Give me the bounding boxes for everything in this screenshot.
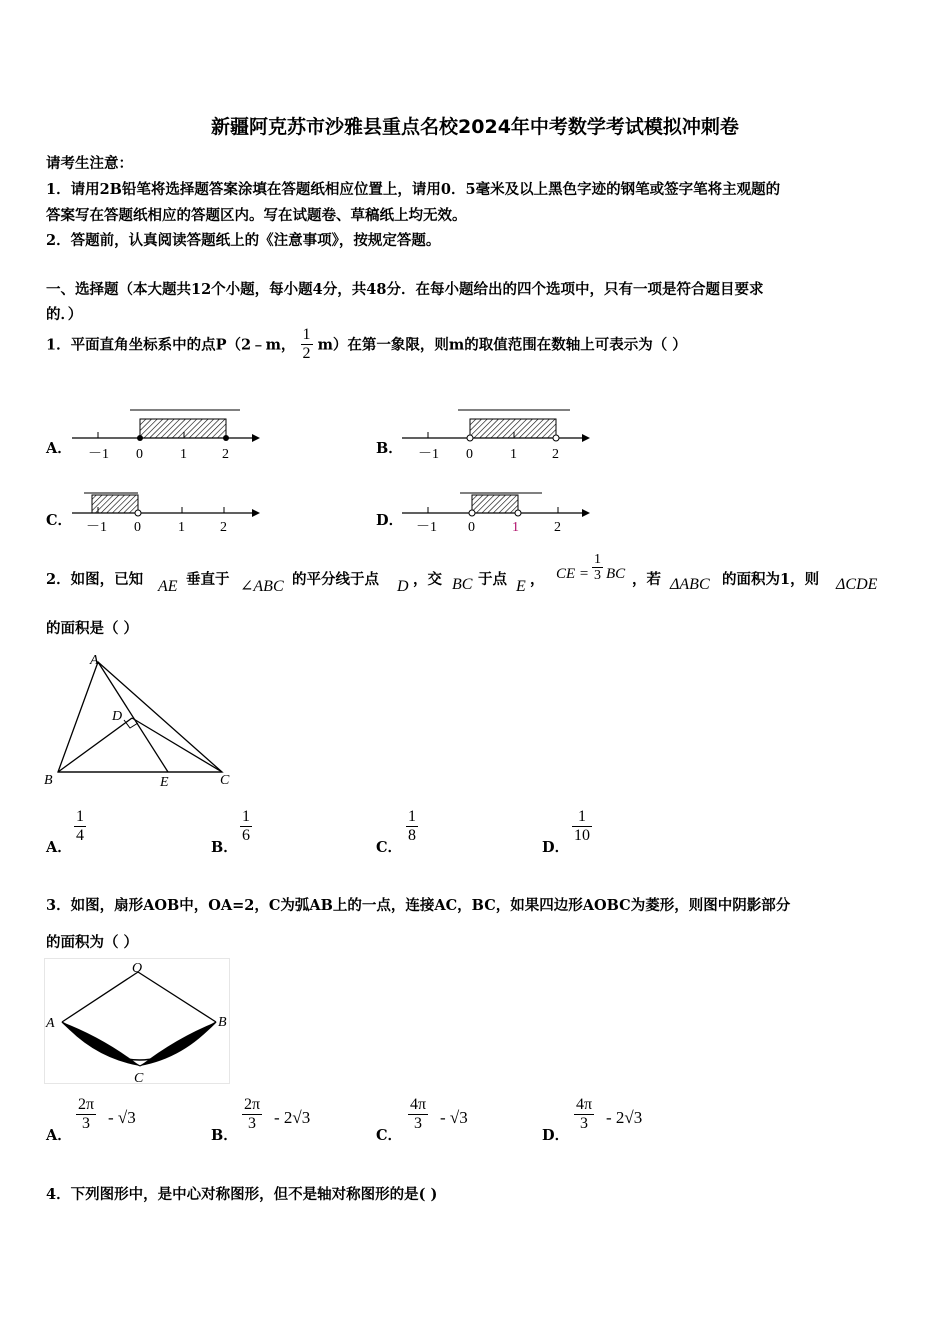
q3-line-2: 的面积为（ ） [46,934,139,951]
fraction-den: 3 [414,1114,423,1132]
q2-option-d-fraction [572,808,592,844]
fraction-num: 1 [572,808,592,827]
q2-d: D [397,578,409,595]
q3-options [46,1096,906,1146]
tick-label: 1 [178,520,185,535]
q2-option-a-fraction [74,808,86,844]
tick-label: －1 [88,447,109,462]
fraction-den: 3 [580,1114,589,1132]
hollow-dot [553,435,559,441]
hollow-dot [135,510,141,516]
segment-dc [132,718,222,772]
q2-ce-den: 3 [594,568,601,584]
label-b: B [218,1015,227,1030]
q2-t5: 于点 [478,571,507,588]
hollow-dot [515,510,521,516]
label-d: D [112,709,123,724]
hollow-dot [467,435,473,441]
segment-ae [98,662,168,772]
notice-line-1b: 答案写在答题纸相应的答题区内。写在试题卷、草稿纸上均无效。 [46,207,467,224]
fraction-num: 1 [76,808,84,825]
fraction-den: 10 [574,826,590,844]
arrow-icon [252,434,260,442]
q3-option-b-rest: - 2√3 [274,1108,311,1127]
q1-text-b: m）在第一象限，则m的取值范围在数轴上可表示为（ ） [317,336,687,354]
q3-option-b-fraction [242,1096,262,1132]
hollow-dot [469,510,475,516]
q1-option-b-numberline [402,402,592,464]
q1-option-b-label: B． [376,440,403,457]
q2-e: E [516,578,526,595]
tick-label: 0 [136,447,143,462]
fraction-num: 2π [244,1096,261,1113]
q3-option-a-label: A． [46,1127,72,1144]
q2-line-2: 的面积是（ ） [46,620,139,637]
q4-stem: 4．下列图形中，是中心对称图形，但不是轴对称图形的是( ) [46,1186,438,1203]
fraction-den: 6 [242,826,250,844]
fraction-den: 4 [76,826,84,844]
notice-line-2: 2．答题前，认真阅读答题纸上的《注意事项》，按规定答题。 [46,232,441,249]
tick-label: 2 [222,447,229,462]
label-e: E [160,775,169,790]
q1-option-d-numberline [402,485,592,537]
section-heading-line-1: 一、选择题（本大题共12个小题，每小题4分，共48分．在每小题给出的四个选项中，只有一项是符合题目要求 [46,281,764,298]
q2-option-c-fraction [406,808,418,844]
notice-heading: 请考生注意： [46,155,133,172]
q2-t7: ，若 [632,571,661,588]
radius-oa [62,972,138,1022]
label-o: O [132,961,143,976]
page-title: 新疆阿克苏市沙雅县重点名校2024年中考数学考试模拟冲刺卷 [211,116,739,138]
q2-t4: ，交 [413,571,442,588]
section-heading-line-2: 的．） [46,306,83,323]
tick-label: 2 [220,520,227,535]
q3-option-a-fraction [76,1096,96,1132]
q2-t3: 的平分线于点 [292,571,379,588]
tick-label: 0 [134,520,141,535]
arc-ab [62,1022,216,1060]
fraction-den: 3 [82,1114,91,1132]
arrow-icon [582,509,590,517]
q3-option-a-rest: - √3 [108,1108,136,1127]
fraction-num: 4π [410,1096,427,1113]
q3-option-c-label: C． [376,1127,403,1144]
q2-t8: 的面积为1，则 [722,571,820,588]
q2-option-b-label: B． [211,839,238,856]
q2-option-c-label: C． [376,839,403,856]
q2-option-b-fraction [240,808,252,844]
fraction-num: 1 [408,808,416,825]
q2-t1: 2．如图，已知 [46,571,144,588]
q1-fraction [301,326,313,362]
q3-sector-figure [44,958,230,1084]
label-c: C [134,1071,144,1084]
q1-fraction-num: 1 [302,326,311,343]
q1-fraction-den: 2 [302,344,311,362]
q1-option-c-numberline [72,485,262,537]
q3-option-c-rest: - √3 [440,1108,468,1127]
tick-label: 0 [468,520,475,535]
hatched-range [470,419,556,438]
q3-line-1: 3．如图，扇形AOB中，OA=2，C为弧AB上的一点，连接AC，BC，如果四边形AOBC为菱形，则图中阴影部分 [46,897,791,914]
q2-bc: BC [452,576,473,593]
label-a: A [90,653,99,668]
q2-ce-fraction [592,552,603,584]
q1-option-a-label: A． [46,440,72,457]
q2-ce-right: BC [606,566,626,582]
q3-option-b-label: B． [211,1127,238,1144]
arrow-icon [252,509,260,517]
question-1-stem [46,326,687,362]
label-b: B [44,773,53,788]
q3-option-c-fraction [408,1096,428,1132]
q3-option-d-label: D． [542,1127,570,1144]
hatched-range [472,495,518,513]
tick-label: －1 [418,447,439,462]
fraction-den: 8 [408,826,416,844]
q2-options [46,808,886,858]
q2-ce-left: CE = [556,566,590,582]
q3-option-d-fraction [574,1096,594,1132]
label-a: A [46,1016,55,1031]
tick-label: 2 [552,447,559,462]
q2-option-d-label: D． [542,839,570,856]
tick-label: 1 [180,447,187,462]
fraction-num: 1 [242,808,250,825]
hatched-range [140,419,226,438]
q2-t6: ， [530,571,545,588]
q1-option-d-label: D． [376,512,404,529]
solid-dot [223,435,229,441]
arrow-icon [582,434,590,442]
notice-line-1: 1．请用2B铅笔将选择题答案涂填在答题纸相应位置上，请用0．5毫米及以上黑色字迹的钢笔或签字笔将主观题的 [46,181,781,198]
radius-ob [138,972,216,1022]
solid-dot [137,435,143,441]
q2-t2: 垂直于 [186,571,230,588]
hatched-range [92,495,138,513]
q1-option-c-label: C． [46,512,73,529]
q2-ae: AE [158,578,178,595]
tick-label: －1 [416,520,437,535]
tick-label: 0 [466,447,473,462]
segment-bd [58,718,132,772]
q1-text-a: 1．平面直角坐标系中的点P（2﹣m， [46,336,296,354]
fraction-den: 3 [248,1114,257,1132]
tick-label: 1 [512,520,519,535]
q2-option-a-label: A． [46,839,72,856]
triangle-abc [58,662,222,772]
label-c: C [220,773,230,788]
tick-label: －1 [86,520,107,535]
tick-label: 1 [510,447,517,462]
fraction-num: 2π [78,1096,95,1113]
q2-angle: ∠ABC [240,578,284,595]
q3-option-d-rest: - 2√3 [606,1108,643,1127]
q2-ce-num: 1 [594,552,601,567]
fraction-num: 4π [576,1096,593,1113]
q1-option-a-numberline [72,402,262,464]
q2-triangle-figure [44,648,244,793]
q2-abc: ΔABC [670,576,710,593]
tick-label: 2 [554,520,561,535]
q2-cde: ΔCDE [836,576,878,593]
